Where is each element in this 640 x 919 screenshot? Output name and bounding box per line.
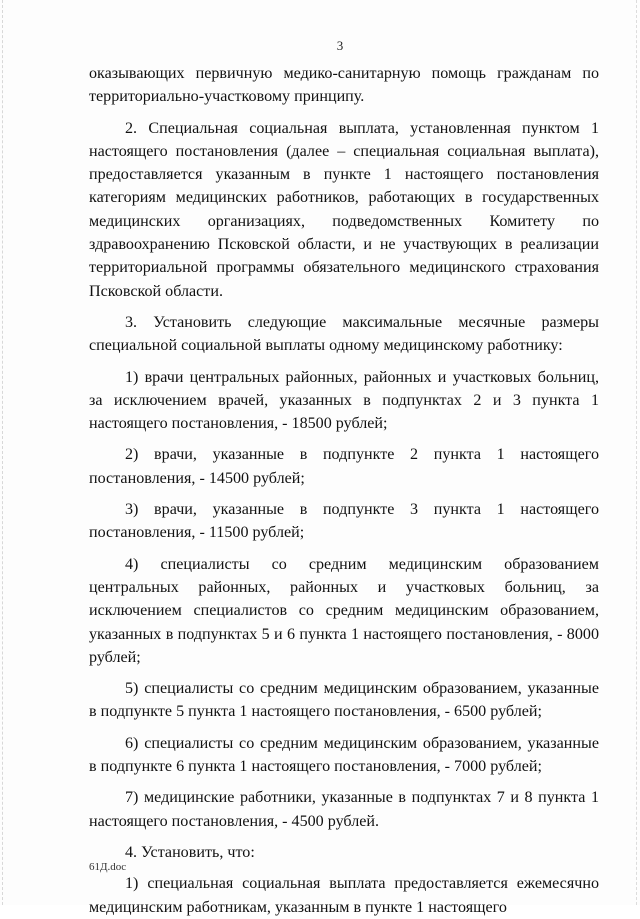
subitem-7: 7) медицинские работники, указанные в подпунктах 7 и 8 пункта 1 настоящего постановления, - 4500 рублей. (89, 789, 599, 830)
paragraph-item-2: 2. Специальная социальная выплата, установленная пунктом 1 настоящего постановления (далее – специальная социальная выплата), предоставляется указанным в пункте 1 настоящего постановления категориям медицинских работников, работающих в государственных медицинских организациях, подведомственных Комитету по здравоохранению Псковской области, и не участвующих в реализации территориальной программы обязательного медицинского страхования Псковской области. (89, 119, 599, 300)
subitem-2: 2) врачи, указанные в подпункте 2 пункта 1 настоящего постановления, - 14500 рублей; (89, 446, 599, 487)
subitem-6: 6) специалисты со средним медицинским образованием, указанные в подпункте 6 пункта 1 настоящего постановления, - 7000 рублей; (89, 734, 599, 776)
paragraph-item-4: 4. Установить, что: (125, 843, 255, 861)
footer-filename: 61Д.doc (89, 861, 127, 873)
subitem-3: 3) врачи, указанные в подпункте 3 пункта 1 настоящего постановления, - 11500 рублей; (89, 501, 599, 542)
paragraph-continuation: оказывающих первичную медико-санитарную помощь гражданам по территориально-участковому принципу. (89, 65, 599, 106)
scan-edge-left (2, 0, 4, 905)
subitem-1: 1) врачи центральных районных, районных и участковых больниц, за исключением врачей, указанных в подпунктах 2 и 3 пункта 1 настоящего постановления, - 18500 рублей; (89, 368, 599, 433)
subitem-4: 4) специалисты со средним медицинским образованием центральных районных, районных и участковых больниц, за исключением специалистов со средним медицинским образованием, указанных в подпунктах 5 и 6 пункта 1 настоящего постановления, - 8000 рублей; (89, 555, 599, 666)
paragraph-item-3: 3. Установить следующие максимальные месячные размеры специальной социальной выплаты одному медицинскому работнику: (89, 313, 599, 355)
scan-edge-right (636, 0, 638, 905)
document-body (89, 62, 599, 919)
subitem-4-1: 1) специальная социальная выплата предоставляется ежемесячно медицинским работникам, указанным в пункте 1 настоящего (89, 875, 599, 916)
page-number: 3 (336, 38, 344, 53)
subitem-5: 5) специалисты со средним медицинским образованием, указанные в подпункте 5 пункта 1 настоящего постановления, - 6500 рублей; (89, 680, 599, 721)
